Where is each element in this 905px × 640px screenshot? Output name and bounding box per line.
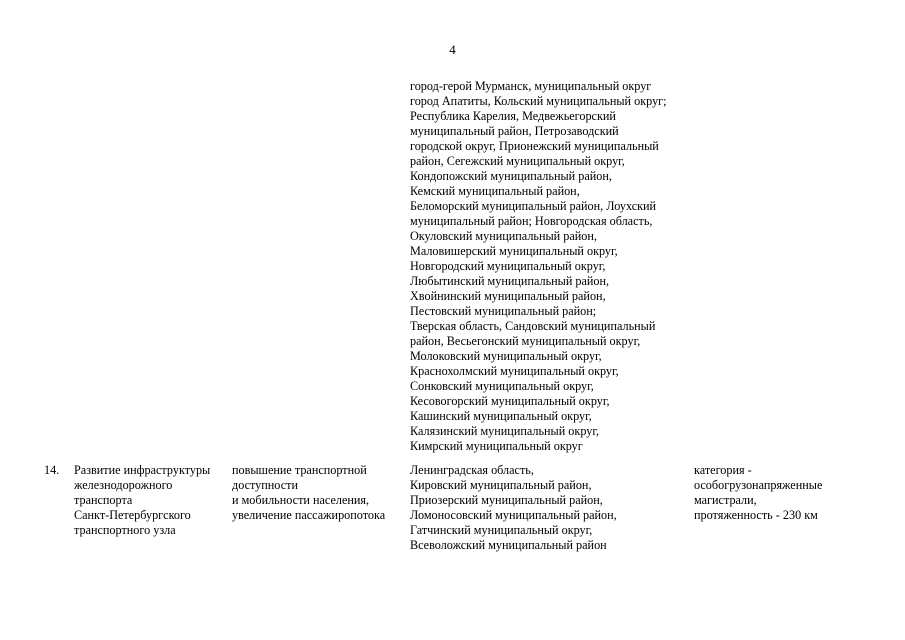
territory-line: городской округ, Прионежский муниципальный xyxy=(410,139,659,153)
territory-line: муниципальный район; Новгородская область, xyxy=(410,214,653,228)
project-goal-line: повышение транспортной xyxy=(232,463,367,477)
territory-line: Сонковский муниципальный округ, xyxy=(410,379,594,393)
project-territory-line: Ломоносовский муниципальный район, xyxy=(410,508,617,522)
territory-line: Хвойнинский муниципальный район, xyxy=(410,289,606,303)
territory-line: Молоковский муниципальный округ, xyxy=(410,349,602,363)
territory-line: Калязинский муниципальный округ, xyxy=(410,424,600,438)
territory-line: Любытинский муниципальный район, xyxy=(410,274,610,288)
project-territory-line: Приозерский муниципальный район, xyxy=(410,493,603,507)
project-category-line: магистрали, xyxy=(694,493,757,507)
project-category-line: категория - xyxy=(694,463,752,477)
territory-line: Кемский муниципальный район, xyxy=(410,184,580,198)
row-number: 14. xyxy=(44,463,60,477)
territory-line: Беломорский муниципальный район, Лоухский xyxy=(410,199,657,213)
territory-line: Маловишерский муниципальный округ, xyxy=(410,244,618,258)
territory-line: город-герой Мурманск, муниципальный округ xyxy=(410,79,652,93)
territory-line: Кесовогорский муниципальный округ, xyxy=(410,394,610,408)
territory-line: Кимрский муниципальный округ xyxy=(410,439,583,453)
project-name xyxy=(74,463,224,538)
territory-line: муниципальный район, Петрозаводский xyxy=(410,124,619,138)
project-name-line: Развитие инфраструктуры xyxy=(74,463,211,477)
project-territory xyxy=(410,463,690,553)
territory-line: Тверская область, Сандовский муниципальный xyxy=(410,319,656,333)
territory-line: район, Весьегонский муниципальный округ, xyxy=(410,334,641,348)
project-goal-line: и мобильности населения, xyxy=(232,493,370,507)
project-category-line: особогрузонапряженные xyxy=(694,478,823,492)
project-territory-line: Ленинградская область, xyxy=(410,463,534,477)
project-goal xyxy=(232,463,402,523)
project-territory-line: Кировский муниципальный район, xyxy=(410,478,592,492)
project-territory-line: Гатчинский муниципальный округ, xyxy=(410,523,593,537)
project-name-line: Санкт-Петербургского xyxy=(74,508,191,522)
territory-line: город Апатиты, Кольский муниципальный округ; xyxy=(410,94,667,108)
territory-line: Окуловский муниципальный район, xyxy=(410,229,597,243)
project-name-line: транспортного узла xyxy=(74,523,176,537)
page-number: 4 xyxy=(449,42,456,57)
project-territory-line: Всеволожский муниципальный район xyxy=(410,538,607,552)
territory-line: Кондопожский муниципальный район, xyxy=(410,169,612,183)
territory-line: Пестовский муниципальный район; xyxy=(410,304,597,318)
territory-line: Новгородский муниципальный округ, xyxy=(410,259,606,273)
territory-line: район, Сегежский муниципальный округ, xyxy=(410,154,625,168)
project-category xyxy=(694,463,874,523)
territory-continuation xyxy=(410,79,700,454)
project-goal-line: доступности xyxy=(232,478,298,492)
project-goal-line: увеличение пассажиропотока xyxy=(232,508,386,522)
territory-line: Кашинский муниципальный округ, xyxy=(410,409,592,423)
territory-line: Республика Карелия, Медвежьегорский xyxy=(410,109,616,123)
project-category-line: протяженность - 230 км xyxy=(694,508,818,522)
project-name-line: железнодорожного xyxy=(74,478,173,492)
territory-line: Краснохолмский муниципальный округ, xyxy=(410,364,619,378)
project-name-line: транспорта xyxy=(74,493,133,507)
